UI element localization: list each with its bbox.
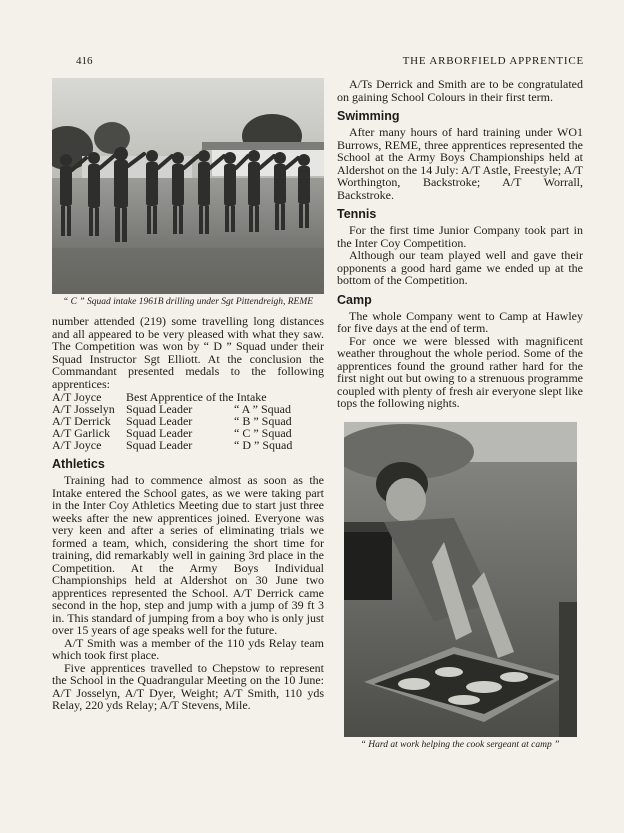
medal-name: A/T Joyce <box>52 390 102 404</box>
page-number: 416 <box>76 55 93 67</box>
swimming-paragraph: After many hours of hard training under WO1 Burrows, REME, three apprentices represented the School at the Army Boys Championships held at Aldershot on the 14 July: A/T Astle, Freestyle; A/T Worthington, Backstroke; A/T Worrall, Backstroke. <box>337 125 583 202</box>
left-column <box>52 78 324 712</box>
medal-name: A/T Josselyn <box>52 402 115 416</box>
medal-award: Squad Leader <box>126 402 193 416</box>
medal-squad: “ C ” Squad <box>234 426 292 440</box>
medal-squad: “ B ” Squad <box>234 414 292 428</box>
camp-photo-caption: “ Hard at work helping the cook sergeant at camp ” <box>360 739 560 750</box>
tennis-paragraph: For the first time Junior Company took part in the Inter Coy Competition. <box>337 223 583 250</box>
athletics-heading: Athletics <box>52 457 105 471</box>
drill-squad-photo <box>52 78 324 294</box>
camp-cook-photo <box>344 422 577 737</box>
tennis-heading: Tennis <box>337 207 377 221</box>
athletics-paragraph: A/T Smith was a member of the 110 yds Relay team which took first place. <box>52 635 324 662</box>
camp-paragraph: For once we were blessed with magnificent weather throughout the whole period. Some of the apprentices found the ground rather hard for the first night out but owing to a strenuous programme coupled with plenty of fresh air everyone slept like tops the following nights. <box>337 333 583 410</box>
medal-squad: “ D ” Squad <box>234 438 293 452</box>
right-column <box>337 78 583 758</box>
medal-award: Best Apprentice of the Intake <box>126 390 267 404</box>
running-head: THE ARBORFIELD APPRENTICE <box>402 55 584 67</box>
drill-squad-illustration <box>52 78 324 294</box>
drill-photo-caption: “ C ” Squad intake 1961B drilling under Sgt Pittendreigh, REME <box>62 297 314 307</box>
medal-list <box>52 391 324 451</box>
medal-name: A/T Derrick <box>52 414 111 428</box>
medal-row <box>52 439 324 451</box>
colours-paragraph: A/Ts Derrick and Smith are to be congratulated on gaining School Colours in their first term. <box>337 77 583 104</box>
medal-award: Squad Leader <box>126 438 193 452</box>
camp-cook-illustration <box>344 422 577 737</box>
medal-name: A/T Joyce <box>52 438 102 452</box>
medal-squad: “ A ” Squad <box>234 402 291 416</box>
camp-heading: Camp <box>337 292 372 307</box>
medal-name: A/T Garlick <box>52 426 111 440</box>
tennis-paragraph: Although our team played well and gave their opponents a good hard game we ended up at the bottom of the Competition. <box>337 248 583 287</box>
camp-paragraph: The whole Company went to Camp at Hawley for five days at the end of term. <box>337 308 583 335</box>
medal-award: Squad Leader <box>126 426 193 440</box>
swimming-heading: Swimming <box>337 109 400 123</box>
medal-award: Squad Leader <box>126 414 193 428</box>
athletics-paragraph: Training had to commence almost as soon as the Intake entered the School gates, as we were taking part in the Inter Coy Athletics Meeting due to start just three weeks after the new apprentices joined. Everyone was very keen and after a series of eliminating trials we formed a team, which, considering the short time for training, did remarkably well in gaining 3rd place in the Competition. At the Army Boys Individual Championships held at Aldershot on 30 June two apprentices represented the School. A/T Derrick came second in the hop, step and jump with a jump of 39 ft 3 in. This standard of jumping from a boy who is only just over 15 years of age speaks well for the future. <box>52 473 324 637</box>
intro-paragraph: number attended (219) some travelling long distances and all appeared to be very pleased with what they saw. The Competition was won by “ D ” Squad under their Squad Instructor Sgt Elliott. At the conclusion the Commandant presented medals to the following apprentices: <box>52 314 324 391</box>
athletics-paragraph: Five apprentices travelled to Chepstow to represent the School in the Quadrangular Meeting on the 10 June: A/T Josselyn, A/T Dyer, Weight; A/T Smith, 110 yds Relay, 220 yds Relay; A/T Stevens, Mile. <box>52 660 324 712</box>
